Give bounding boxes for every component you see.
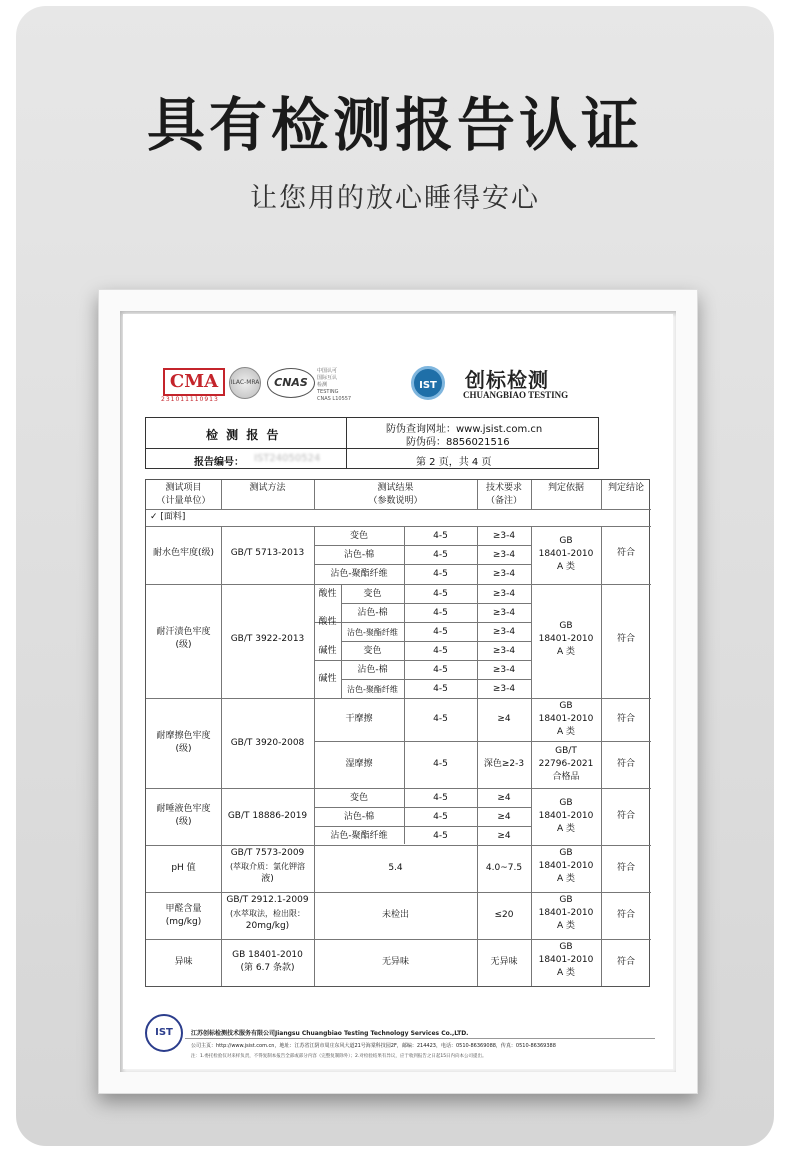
- saliva-sub-req: ≥4: [497, 812, 511, 822]
- water-sub-req: ≥3-4: [492, 531, 516, 541]
- water-sub-label: 沾色-聚酯纤维: [330, 569, 388, 579]
- ist-seal: IST: [145, 1014, 183, 1052]
- item-odor: 异味: [174, 957, 193, 967]
- method-water: GB/T 5713-2013: [230, 548, 305, 558]
- rub-dry-req: ≥4: [497, 714, 511, 724]
- sweat-sub-req: ≥3-4: [492, 646, 516, 656]
- sweat-sub-label: 沾色-棉: [357, 665, 388, 675]
- method-sweat: GB/T 3922-2013: [230, 634, 305, 644]
- sweat-sub-value: 4-5: [433, 608, 448, 618]
- cnas-caption: 中国认可 国际互认 检测 TESTING CNAS L10557: [317, 368, 352, 402]
- rub-dry-value: 4-5: [433, 714, 448, 724]
- sweat-sub-req: ≥3-4: [492, 627, 516, 637]
- basis-water: GB 18401-2010 A 类: [538, 536, 594, 572]
- result-ph: 5.4: [388, 863, 403, 873]
- basis-rub-wet: GB/T 22796-2021 合格品: [538, 746, 594, 782]
- sweat-group-alkali: 碱性: [318, 646, 337, 656]
- sweat-group-acid: 酸性: [318, 617, 337, 627]
- water-sub-label: 沾色-棉: [343, 550, 375, 560]
- section-fabric: ✓ [面料]: [150, 512, 186, 522]
- result-formaldehyde: 未检出: [381, 910, 409, 920]
- conclusion-ph: 符合: [616, 863, 635, 873]
- col-header-requirement: 技术要求 （备注）: [485, 483, 522, 506]
- conclusion-rub-wet: 符合: [616, 759, 635, 769]
- water-sub-label: 变色: [349, 531, 368, 541]
- sweat-group-alkali: 碱性: [318, 674, 337, 684]
- water-sub-req: ≥3-4: [492, 569, 516, 579]
- subheadline: 让您用的放心睡得安心: [250, 183, 540, 214]
- req-ph: 4.0~7.5: [485, 863, 523, 873]
- sweat-sub-label: 沾色-聚酯纤维: [347, 685, 398, 694]
- col-header-result: 测试结果 （参数说明）: [368, 483, 423, 506]
- rub-wet-req: 深色≥2-3: [483, 759, 525, 769]
- basis-rub-dry: GB 18401-2010 A 类: [538, 701, 594, 737]
- ist-logo: IST: [411, 366, 445, 400]
- cma-logo: CMA: [163, 368, 225, 396]
- method-rub: GB/T 3920-2008: [230, 738, 305, 748]
- saliva-sub-label: 变色: [349, 793, 368, 803]
- conclusion-odor: 符合: [616, 957, 635, 967]
- rub-wet-label: 湿摩擦: [345, 759, 373, 769]
- rub-wet-value: 4-5: [433, 759, 448, 769]
- sweat-sub-value: 4-5: [433, 684, 448, 694]
- col-header-method: 测试方法: [249, 483, 286, 493]
- item-water-fastness: 耐水色牢度(级): [152, 548, 215, 558]
- sweat-sub-value: 4-5: [433, 646, 448, 656]
- report-number-label: 报告编号：: [194, 457, 244, 468]
- item-rub-fastness: 耐摩擦色牢度 (级): [156, 731, 211, 754]
- frame-mat: [120, 311, 676, 1072]
- company-name-cn: 创标检测: [465, 368, 549, 392]
- water-sub-value: 4-5: [433, 569, 448, 579]
- method-odor: GB 18401-2010 (第 6.7 条款): [232, 950, 303, 973]
- method-saliva: GB/T 18886-2019: [227, 811, 308, 821]
- footer-company: 江苏创标检测技术服务有限公司Jiangsu Chuangbiao Testing Technology Services Co.,LTD.: [191, 1030, 469, 1037]
- sweat-sub-label: 沾色-棉: [357, 608, 388, 618]
- col-header-item: 测试项目 （计量单位）: [156, 483, 211, 506]
- basis-odor: GB 18401-2010 A 类: [538, 942, 594, 978]
- headline: 具有检测报告认证: [146, 91, 643, 159]
- conclusion-saliva: 符合: [616, 811, 635, 821]
- conclusion-formaldehyde: 符合: [616, 910, 635, 920]
- saliva-sub-req: ≥4: [497, 793, 511, 803]
- sweat-sub-value: 4-5: [433, 589, 448, 599]
- ilac-mra-logo: ILAC-MRA: [229, 367, 261, 399]
- results-table: [145, 479, 650, 987]
- method-formaldehyde: GB/T 2912.1-2009 (水萃取法，检出限： 20mg/kg): [226, 895, 309, 931]
- req-formaldehyde: ≤20: [494, 910, 514, 920]
- sweat-sub-req: ≥3-4: [492, 684, 516, 694]
- report-sheet: [123, 314, 673, 1069]
- sweat-sub-req: ≥3-4: [492, 608, 516, 618]
- footer-contact: 公司主页：http://www.jsist.com.cn，地址：江苏省江阴市周庄东风大道21号海棠科技园2F，邮编：214423，电话：0510-86369088，传真：0510-86369388: [191, 1043, 556, 1049]
- sweat-sub-req: ≥3-4: [492, 665, 516, 675]
- sweat-sub-req: ≥3-4: [492, 589, 516, 599]
- saliva-sub-value: 4-5: [433, 793, 448, 803]
- cma-number: 231011110913: [161, 396, 219, 403]
- water-sub-req: ≥3-4: [492, 550, 516, 560]
- footer-note: 注：1.委托检验仅对来样负责，不得复制本报告全部或部分内容（完整复制除外）；2.对检验结果有异议，应于收到报告之日起15日内向本公司提出。: [191, 1054, 487, 1059]
- method-ph: GB/T 7573-2009 (萃取介质：氯化钾溶 液): [229, 848, 306, 884]
- verify-site: 防伪查询网址：www.jsist.com.cn: [386, 424, 543, 435]
- saliva-sub-value: 4-5: [433, 831, 448, 841]
- item-ph: pH 值: [171, 863, 196, 873]
- report-title: 检 测 报 告: [206, 428, 281, 442]
- conclusion-water: 符合: [616, 548, 635, 558]
- picture-frame: [98, 289, 698, 1094]
- saliva-sub-label: 沾色-棉: [343, 812, 375, 822]
- verify-code: 防伪码：8856021516: [406, 437, 510, 448]
- saliva-sub-value: 4-5: [433, 812, 448, 822]
- result-odor: 无异味: [381, 957, 409, 967]
- rub-dry-label: 干摩擦: [345, 714, 373, 724]
- cnas-logo: CNAS: [267, 368, 315, 398]
- basis-ph: GB 18401-2010 A 类: [538, 848, 594, 884]
- sweat-sub-label: 变色: [363, 646, 382, 656]
- sweat-group-acid: 酸性: [318, 589, 337, 599]
- footer-divider: [185, 1038, 655, 1039]
- water-sub-value: 4-5: [433, 550, 448, 560]
- col-header-conclusion: 判定结论: [607, 483, 644, 493]
- company-name-en: CHUANGBIAO TESTING: [463, 390, 569, 400]
- sweat-sub-value: 4-5: [433, 665, 448, 675]
- sweat-sub-label: 变色: [363, 589, 382, 599]
- report-number-value: IST24050524: [254, 453, 321, 464]
- basis-sweat: GB 18401-2010 A 类: [538, 621, 594, 657]
- col-header-basis: 判定依据: [547, 483, 584, 493]
- item-saliva-fastness: 耐唾液色牢度 (级): [156, 804, 211, 827]
- conclusion-rub-dry: 符合: [616, 714, 635, 724]
- req-odor: 无异味: [490, 957, 518, 967]
- saliva-sub-label: 沾色-聚酯纤维: [330, 831, 388, 841]
- conclusion-sweat: 符合: [616, 634, 635, 644]
- basis-formaldehyde: GB 18401-2010 A 类: [538, 895, 594, 931]
- water-sub-value: 4-5: [433, 531, 448, 541]
- page-info: 第 2 页，共 4 页: [416, 457, 492, 468]
- item-formaldehyde: 甲醛含量 (mg/kg): [165, 904, 202, 927]
- saliva-sub-req: ≥4: [497, 831, 511, 841]
- sweat-sub-value: 4-5: [433, 627, 448, 637]
- basis-saliva: GB 18401-2010 A 类: [538, 798, 594, 834]
- item-sweat-fastness: 耐汗渍色牢度 (级): [156, 627, 211, 650]
- sweat-sub-label: 沾色-聚酯纤维: [347, 628, 398, 637]
- report-header: [145, 417, 599, 469]
